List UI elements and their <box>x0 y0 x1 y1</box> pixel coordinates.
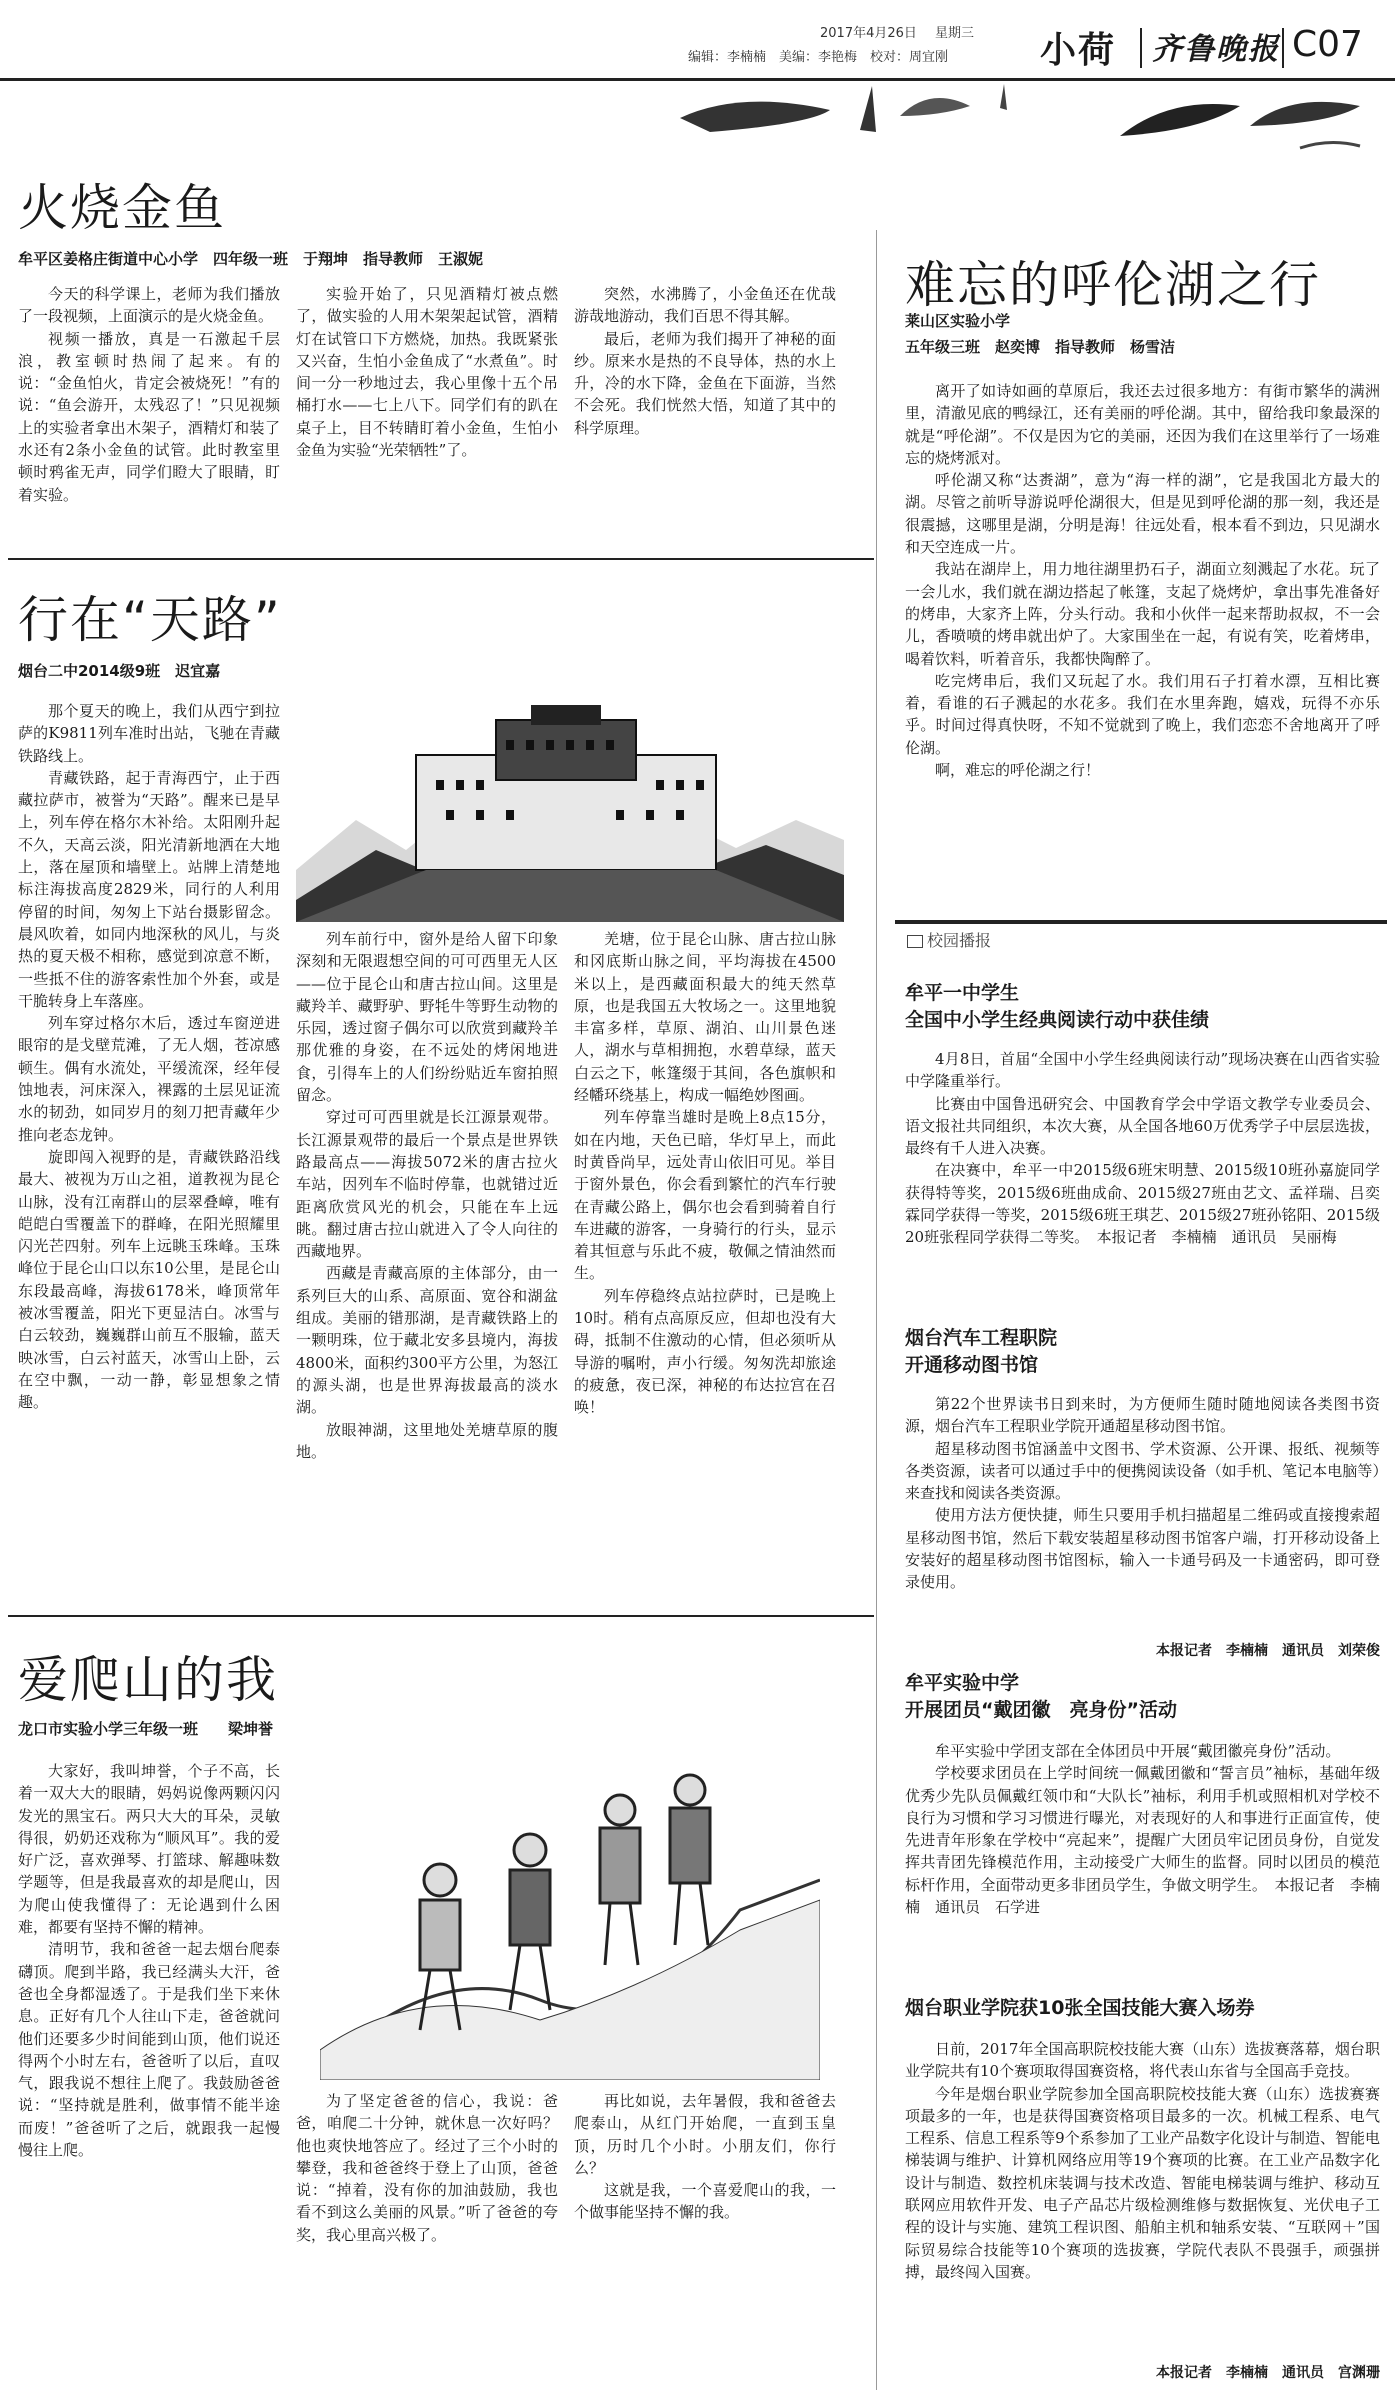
article-climb-col3 <box>574 2090 836 2395</box>
news-item-3-headline-line2: 开展团员“戴团徽 亮身份”活动 <box>905 1699 1177 1721</box>
news-item-1-headline <box>905 980 1375 1034</box>
climbing-family-illustration <box>320 1760 820 2080</box>
campus-news-header <box>895 920 1387 954</box>
broadcast-icon <box>907 935 923 948</box>
paragraph: 在决赛中，牟平一中2015级6班宋明慧、2015级10班孙嘉旋同学获得特等奖，2015级6班曲成俞、2015级27班由艺文、孟祥瑞、吕奕霖同学获得一等奖，2015级6班王琪艺、2015级27班孙铭阳、2015级20班张程同学获得二等奖。 本报记者 李楠楠 通讯员 吴丽梅 <box>905 1161 1380 1247</box>
paragraph: 实验开始了，只见酒精灯被点燃了，做实验的人用木架架起试管，酒精灯在试管口下方燃烧，加热。我既紧张又兴奋，生怕小金鱼成了“水煮鱼”。时间一分一秒地过去，我心里像十五个吊桶打水——七上八下。同学们有的趴在桌子上，目不转睛盯着小金鱼，生怕小金鱼为实验“光荣牺牲”了。 <box>296 285 558 460</box>
article-fish-col3 <box>574 283 836 533</box>
paragraph: 啊，难忘的呼伦湖之行！ <box>935 761 1101 780</box>
header-editors: 编辑：李楠楠 美编：李艳梅 校对：周宜刚 <box>688 50 949 65</box>
paragraph: 今年是烟台职业学院参加全国高职院校技能大赛（山东）选拔赛赛项最多的一年，也是获得国赛资格项目最多的一次。机械工程系、电气工程系、信息工程系等9个系参加了工业产品数字化设计与制造、智能电梯装调与维护、计算机网络应用等19个赛项的比赛。在工业产品数字化设计与制造、数控机床装调与技术改造、智能电梯装调与维护、移动互联网应用软件开发、电子产品芯片级检测维修与数据恢复、光伏电子工程的设计与实施、建筑工程识图、船舶主机和轴系安装、“互联网＋”国际贸易综合技能等10个赛项的选拔赛，学院代表队不畏强手，顽强拼搏，最终闯入国赛。 <box>905 2084 1380 2281</box>
paragraph: 青藏铁路，起于青海西宁，止于西藏拉萨市，被誉为“天路”。醒来已是早上，列车停在格尔木补给。太阳刚升起不久，天高云淡，阳光清新地洒在大地上，落在屋顶和墙壁上。站牌上清楚地标注海拔高度2829米，同行的人利用停留的时间，匆匆上下站台摄影留念。晨风吹着，如同内地深秋的风儿，与炎热的夏天极不相称，感觉到凉意不断，一些抵不住的游客索性加个外套，或是干脆转身上车落座。 <box>18 768 280 1010</box>
header-date-line <box>820 22 974 41</box>
paragraph: 突然，水沸腾了，小金鱼还在优哉游哉地游动，我们百思不得其解。 <box>574 285 836 326</box>
article-climb-col1 <box>18 1760 280 2400</box>
news-item-4-credit: 本报记者 李楠楠 通讯员 宫渊珊 <box>1156 2365 1380 2381</box>
paragraph: 4月8日，首届“全国中小学生经典阅读行动”现场决赛在山西省实验中学隆重举行。 <box>905 1050 1380 1091</box>
header-section: 小荷 <box>1040 29 1117 71</box>
article-climb-title: 爱爬山的我 <box>18 1651 278 1709</box>
paragraph: 呼伦湖又称“达赉湖”，意为“海一样的湖”，它是我国北方最大的湖。尽管之前听导游说呼伦湖很大，但是见到呼伦湖的那一刻，我还是很震撼，这哪里是湖，分明是海！往远处看，根本看不到边，只见湖水和天空连成一片。 <box>905 471 1380 557</box>
paragraph: 我站在湖岸上，用力地往湖里扔石子，湖面立刻溅起了水花。玩了一会儿水，我们就在湖边搭起了帐篷，支起了烧烤炉，拿出事先准备好的烤串，大家齐上阵，分头行动。我和小伙伴一起来帮助叔叔，不一会儿，香喷喷的烤串就出炉了。大家围坐在一起，有说有笑，吃着烤串，喝着饮料，听着音乐，我都快陶醉了。 <box>905 560 1380 668</box>
paragraph: 为了坚定爸爸的信心，我说：爸爸，咱爬二十分钟，就休息一次好吗？他也爽快地答应了。经过了三个小时的攀登，我和爸爸终于登上了山顶，爸爸说：“掉着，没有你的加油鼓励，我也看不到这么美丽的风景。”听了爸爸的夸奖，我心里高兴极了。 <box>296 2092 558 2244</box>
news-item-3-headline <box>905 1670 1375 1724</box>
article-lake-body <box>905 380 1380 890</box>
divider <box>8 1615 874 1617</box>
divider <box>8 558 874 560</box>
header-paper-logo: 齐鲁晚报 <box>1152 32 1280 67</box>
paragraph: 使用方法方便快捷，师生只要用手机扫描超星二维码或直接搜索超星移动图书馆，然后下载安装超星移动图书馆客户端，打开移动设备上安装好的超星移动图书馆图标，输入一卡通号码及一卡通密码，即可登录使用。 <box>905 1506 1380 1592</box>
news-item-2-headline-line1: 烟台汽车工程职院 <box>905 1327 1058 1349</box>
paragraph: 再比如说，去年暑假，我和爸爸去爬泰山，从红门开始爬，一直到玉皇顶，历时几个小时。小朋友们，你行么？ <box>574 2092 836 2177</box>
article-lake-byline-school: 莱山区实验小学 <box>905 312 1011 330</box>
paragraph: 列车前行中，窗外是给人留下印象深刻和无限遐想空间的可可西里无人区——位于昆仑山和唐古拉山间。这里是藏羚羊、藏野驴、野牦牛等野生动物的乐园，透过窗子偶尔可以欣赏到藏羚羊那优雅的身姿，在不远处的烤闲地进食，引得车上的人们纷纷贴近车窗拍照留念。 <box>296 930 558 1105</box>
paragraph: 最后，老师为我们揭开了神秘的面纱。原来水是热的不良导体，热的水上升，冷的水下降，金鱼在下面游，当然不会死。我们恍然大悟，知道了其中的科学原理。 <box>574 329 836 437</box>
paragraph: 这就是我，一个喜爱爬山的我，一个做事能坚持不懈的我。 <box>574 2181 836 2222</box>
paragraph: 离开了如诗如画的草原后，我还去过很多地方：有街市繁华的满洲里，清澈见底的鸭绿江，还有美丽的呼伦湖。其中，留给我印象最深的就是“呼伦湖”。不仅是因为它的美丽，还因为我们在这里举行了一场难忘的烧烤派对。 <box>905 382 1380 467</box>
paragraph: 日前，2017年全国高职院校技能大赛（山东）选拔赛落幕，烟台职业学院共有10个赛项取得国赛资格，将代表山东省与全国高手竞技。 <box>905 2040 1380 2081</box>
news-item-3-headline-line1: 牟平实验中学 <box>905 1672 1020 1694</box>
paragraph: 学校要求团员在上学时间统一佩戴团徽和“誓言员”袖标，基础年级优秀少先队员佩戴红领巾和“大队长”袖标，利用手机或照相机对学校不良行为习惯和学习习惯进行曝光，对表现好的人和事进行正面宣传，使先进青年形象在学校中“亮起来”，提醒广大团员牢记团员身份，自觉发挥共青团先锋模范作用，主动接受广大师生的监督。同时以团员的模范标杆作用，全面带动更多非团员学生，争做文明学生。 本报记者 李楠楠 通讯员 石学进 <box>905 1764 1380 1917</box>
paragraph: 放眼神湖，这里地处羌塘草原的腹地。 <box>296 1420 558 1461</box>
paragraph: 清明节，我和爸爸一起去烟台爬泰礴顶。爬到半路，我已经满头大汗，爸爸也全身都湿透了。于是我们坐下来休息。正好有几个人往山下走，爸爸就问他们还要多少时间能到山顶，他们说还得两个小时左右，爸爸听了以后，直叹气，跟我说不想往上爬了。我鼓励爸爸说：“坚持就是胜利，做事情不能半途而废！”爸爸听了之后，就跟我一起慢慢往上爬。 <box>18 1940 280 2160</box>
paragraph: 旋即闯入视野的是，青藏铁路沿线最大、被视为万山之祖，道教视为昆仑山脉，没有江南群山的层翠叠嶂，唯有皑皑白雪覆盖下的群峰，在阳光照耀里闪光芒四射。列车上远眺玉珠峰。玉珠峰位于昆仑山口以东10公里，是昆仑山东段最高峰，海拔6178米，峰顶常年被冰雪覆盖，阳光下更显洁白。冰雪与白云较劲，巍巍群山前互不服输，蓝天映冰雪，白云衬蓝天，冰雪山上卧，云在空中飘，一动一静，彰显想象之情趣。 <box>18 1147 280 1412</box>
article-fish-col1 <box>18 283 280 533</box>
news-item-1-headline-line2: 全国中小学生经典阅读行动中获佳绩 <box>905 1009 1210 1031</box>
paragraph: 第22个世界读书日到来时，为方便师生随时随地阅读各类图书资源，烟台汽车工程职业学院开通超星移动图书馆。 <box>905 1395 1380 1436</box>
potala-palace-illustration <box>296 700 844 922</box>
paragraph: 西藏是青藏高原的主体部分，由一系列巨大的山系、高原面、宽谷和湖盆组成。美丽的错那湖，是青藏铁路上的一颗明珠，位于藏北安多县境内，海拔4800米，面积约300平方公里，为怒江的源头湖，也是世界海拔最高的淡水湖。 <box>296 1264 558 1417</box>
header-brush-rule <box>0 78 1395 168</box>
paragraph: 超星移动图书馆涵盖中文图书、学术资源、公开课、报纸、视频等各类资源，读者可以通过手中的便携阅读设备（如手机、笔记本电脑等）来查找和阅读各类资源。 <box>905 1439 1380 1503</box>
article-lake-title: 难忘的呼伦湖之行 <box>905 256 1321 314</box>
column-divider <box>876 230 877 2390</box>
paragraph: 列车穿过格尔木后，透过车窗逆进眼帘的是戈壁荒滩，了无人烟，苍凉感顿生。偶有水流处，平缓流深，经年侵蚀地表，河床深入，裸露的土层见证流水的韧劲，如同岁月的刻刀把青藏年少推向老态龙钟。 <box>18 1014 280 1144</box>
news-item-3-body <box>905 1740 1380 1980</box>
article-fish-col2 <box>296 283 558 533</box>
header-divider-2 <box>1282 28 1284 68</box>
paragraph: 今天的科学课上，老师为我们播放了一段视频，上面演示的是火烧金鱼。 <box>18 285 280 326</box>
article-climb-col2 <box>296 2090 558 2395</box>
campus-news-label: 校园播报 <box>907 928 991 951</box>
paragraph: 那个夏天的晚上，我们从西宁到拉萨的K9811列车准时出站，飞驰在青藏铁路线上。 <box>18 702 280 765</box>
article-road-title: 行在“天路” <box>18 591 282 649</box>
article-lake-byline-class: 五年级三班 赵奕博 指导教师 杨雪洁 <box>905 338 1176 356</box>
paragraph: 牟平实验中学团支部在全体团员中开展“戴团徽亮身份”活动。 <box>935 1742 1341 1760</box>
paragraph: 吃完烤串后，我们又玩起了水。我们用石子打着水漂，互相比赛着，看谁的石子溅起的水花多。我们在水里奔跑，嬉戏，玩得不亦乐乎。时间过得真快呀，不知不觉就到了晚上，我们恋恋不舍地离开了呼伦湖。 <box>905 671 1380 757</box>
header-divider <box>1140 28 1142 68</box>
news-item-1-body <box>905 1048 1380 1318</box>
header-date: 2017年4月26日 <box>820 26 917 41</box>
article-road-byline: 烟台二中2014级9班 迟宜嘉 <box>18 662 221 680</box>
article-fish-title: 火烧金鱼 <box>18 179 226 237</box>
header-page-number: C07 <box>1292 24 1363 65</box>
news-item-1-headline-line1: 牟平一中学生 <box>905 982 1020 1004</box>
paragraph: 比赛由中国鲁迅研究会、中国教育学会中学语文教学专业委员会、语文报社共同组织，本次大赛，从全国各地60万优秀学子中层层选拔，最终有千人进入决赛。 <box>905 1094 1380 1158</box>
news-item-4-headline: 烟台职业学院获10张全国技能大赛入场券 <box>905 1997 1255 2019</box>
news-item-2-body <box>905 1393 1380 1635</box>
news-item-2-credit: 本报记者 李楠楠 通讯员 刘荣俊 <box>1156 1643 1380 1659</box>
paragraph: 视频一播放，真是一石激起千层浪，教室顿时热闹了起来。有的说：“金鱼怕火，肯定会被烧死！”有的说：“鱼会游开，太残忍了！”只见视频上的实验者拿出木架子，酒精灯和装了水还有2条小金鱼的试管。此时教室里顿时鸦雀无声，同学们瞪大了眼睛，盯着实验。 <box>18 329 280 504</box>
news-item-2-headline-line2: 开通移动图书馆 <box>905 1354 1039 1376</box>
header-weekday: 星期三 <box>935 26 975 41</box>
paragraph: 大家好，我叫坤誉，个子不高，长着一双大大的眼睛，妈妈说像两颗闪闪发光的黑宝石。两只大大的耳朵，灵敏得很，奶奶还戏称为“顺风耳”。我的爱好广泛，喜欢弹琴、打篮球、解趣味数学题等，但是我最喜欢的却是爬山，因为爬山使我懂得了：无论遇到什么困难，都要有坚持不懈的精神。 <box>18 1762 280 1937</box>
article-climb-byline: 龙口市实验小学三年级一班 梁坤誉 <box>18 1720 274 1738</box>
news-item-4-body <box>905 2038 1380 2356</box>
paragraph: 穿过可可西里就是长江源景观带。长江源景观带的最后一个景点是世界铁路最高点——海拔5072米的唐古拉火车站，因列车不临时停靠，也就错过近距离欣赏风光的机会，只能在车上远眺。翻过唐古拉山就进入了令人向往的西藏地界。 <box>296 1108 558 1261</box>
news-item-2-headline <box>905 1325 1375 1379</box>
paragraph: 羌塘，位于昆仑山脉、唐古拉山脉和冈底斯山脉之间，平均海拔在4500米以上，是西藏面积最大的纯天然草原，也是我国五大牧场之一。这里地貌丰富多样，草原、湖泊、山川景色迷人，湖水与草相拥抱，水碧草绿，蓝天白云之下，帐篷缀于其间，各色旗帜和经幡环绕基上，构成一幅绝妙图画。 <box>574 930 836 1105</box>
paragraph: 列车停稳终点站拉萨时，已是晚上10时。稍有点高原反应，但却也没有大碍，抵制不住激动的心情，但必须听从导游的嘱咐，声小行缓。匆匆洗却旅途的疲惫，夜已深，神秘的布达拉宫在召唤！ <box>574 1286 836 1417</box>
article-fish-byline: 牟平区姜格庄街道中心小学 四年级一班 于翔坤 指导教师 王淑妮 <box>18 250 484 268</box>
paragraph: 列车停靠当雄时是晚上8点15分，如在内地，天色已暗，华灯早上，而此时黄昏尚早，远处青山依旧可见。举目于窗外景色，你会看到繁忙的汽车行驶在青藏公路上，偶尔也会看到骑着自行车进藏的游客，一身骑行的行头，显示着其恒意与乐此不疲，敬佩之情油然而生。 <box>574 1108 836 1283</box>
